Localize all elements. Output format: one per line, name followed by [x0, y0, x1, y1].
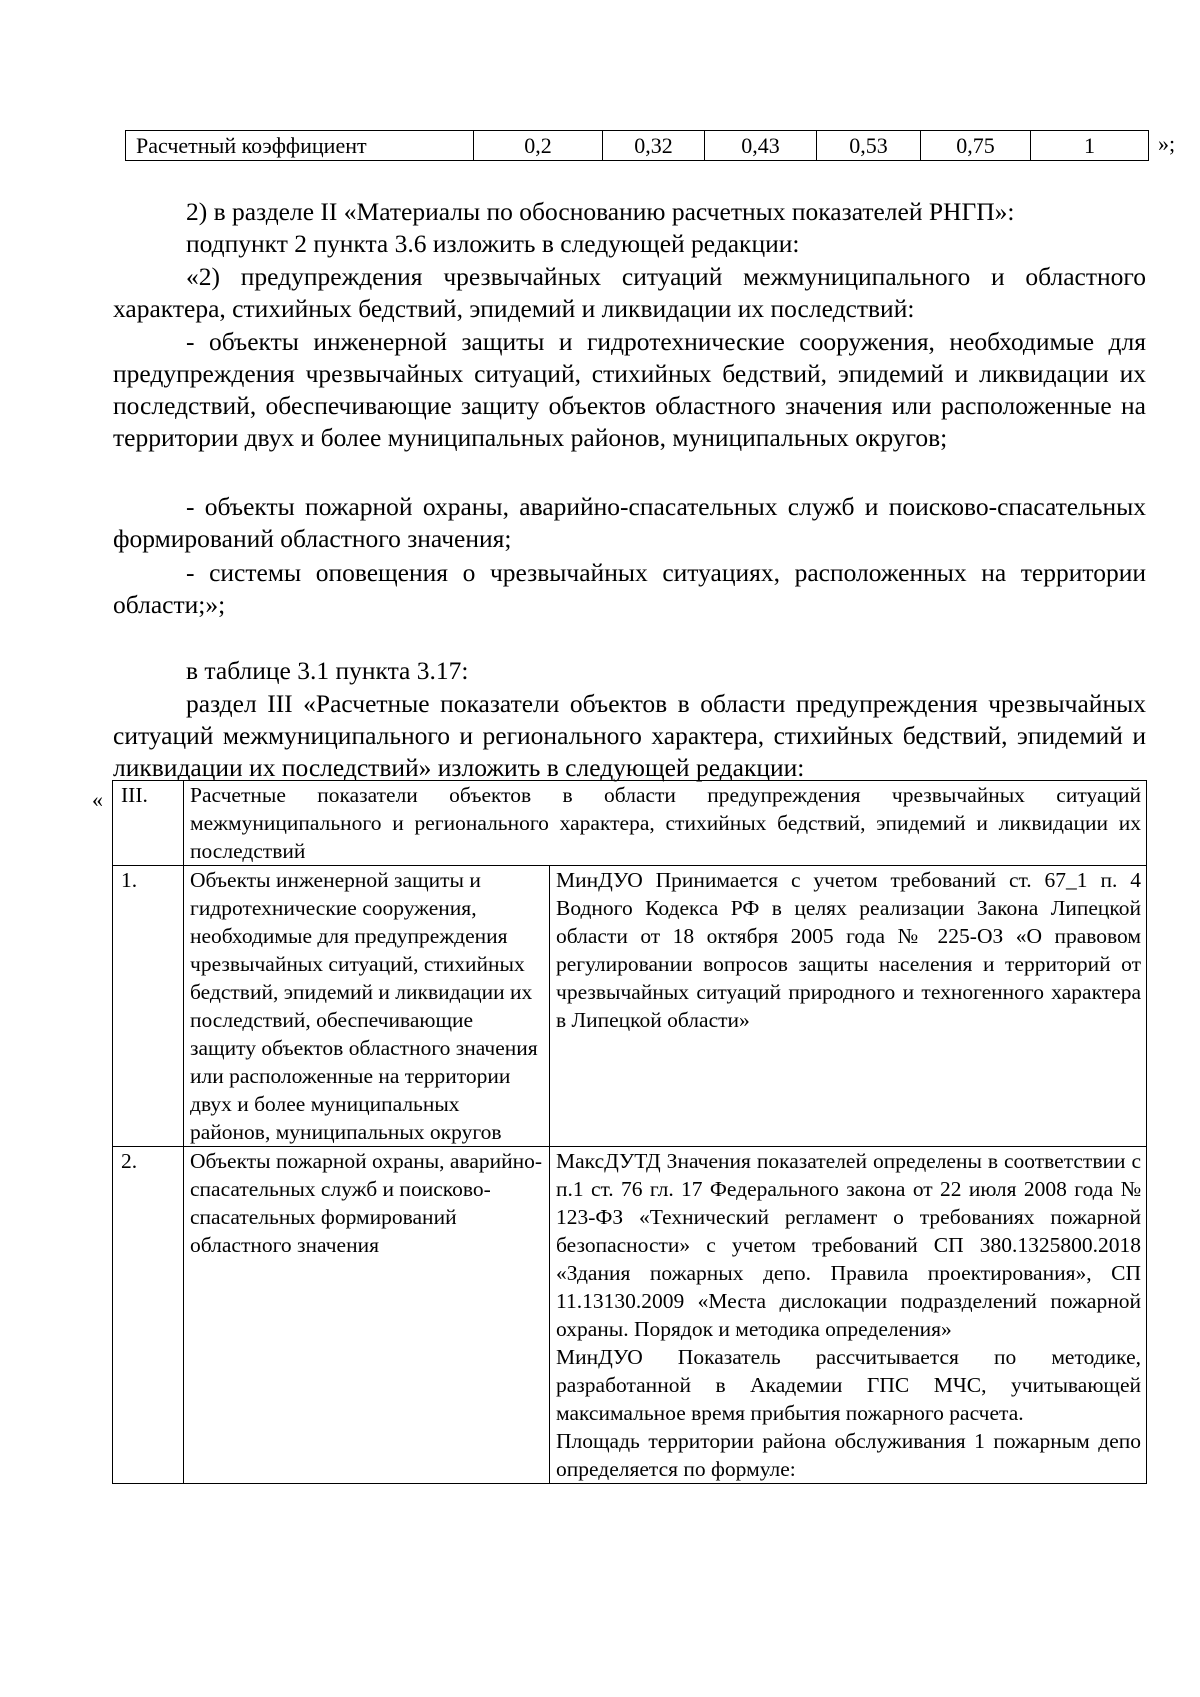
paragraph-section-iii-intro: раздел III «Расчетные показатели объектов в области предупреждения чрезвычайных ситуаций межмуниципального и регионального характера, стихийных бедствий, эпидемий и ликвидации их последствий» изложить в следующей редакции: — [113, 689, 1146, 782]
row-number: 2. — [113, 1147, 184, 1484]
paragraph-table-ref: в таблице 3.1 пункта 3.17: — [186, 656, 469, 685]
paragraph-bullet-2: - объекты пожарной охраны, аварийно-спасательных служб и поисково-спасательных формирований областного значения; — [113, 492, 1146, 553]
note-text: Площадь территории района обслуживания 1 пожарным депо определяется по формуле: — [556, 1429, 1141, 1481]
section-iii-table — [112, 780, 1147, 1484]
coefficient-row — [126, 131, 1149, 161]
paragraph-subpoint: подпункт 2 пункта 3.6 изложить в следующей редакции: — [186, 229, 800, 258]
coefficient-value: 0,32 — [603, 131, 705, 161]
row-name: Объекты инженерной защиты и гидротехнические сооружения, необходимые для предупреждения чрезвычайных ситуаций, стихийных бедствий, эпидемий и ликвидации их последствий, обеспечивающие защиту объектов областного значения или расположенные на территории двух и более муниципальных районов, муниципальных округов — [184, 866, 550, 1147]
paragraph-bullet-1: - объекты инженерной защиты и гидротехнические сооружения, необходимые для предупреждения чрезвычайных ситуаций, стихийных бедствий, эпидемий и ликвидации их последствий, обеспечивающие защиту объектов областного значения или расположенные на территории двух и более муниципальных районов, муниципальных округов; — [113, 327, 1146, 452]
coefficient-value: 1 — [1031, 131, 1149, 161]
paragraph-quote-2: «2) предупреждения чрезвычайных ситуаций межмуниципального и областного характера, стихийных бедствий, эпидемий и ликвидации их последствий: — [113, 262, 1146, 323]
coefficient-value: 0,43 — [705, 131, 817, 161]
section-number: III. — [113, 781, 184, 866]
note-text: МаксДУТД Значения показателей определены в соответствии с п.1 ст. 76 гл. 17 Федерального закона от 22 июля 2008 года № 123-ФЗ «Технический регламент о требованиях пожарной безопасности» с учетом требований СП 380.1325800.2018 «Здания пожарных депо. Правила проектирования», СП 11.13130.2009 «Места дислокации подразделений пожарной охраны. Порядок и методика определения» — [556, 1149, 1141, 1341]
row-number: 1. — [113, 866, 184, 1147]
table-row — [113, 1147, 1147, 1484]
note-text: МинДУО Показатель рассчитывается по методике, разработанной в Академии ГПС МЧС, учитывающей максимальное время прибытия пожарного расчета. — [556, 1345, 1141, 1425]
closing-quote: »; — [1158, 131, 1176, 156]
coefficient-table — [125, 130, 1149, 161]
row-note — [550, 866, 1147, 1147]
coefficient-value: 0,2 — [474, 131, 603, 161]
table-header-row — [113, 781, 1147, 866]
table-row — [113, 866, 1147, 1147]
row-note — [550, 1147, 1147, 1484]
row-name: Объекты пожарной охраны, аварийно-спасательных служб и поисково-спасательных формирований областного значения — [184, 1147, 550, 1484]
paragraph-bullet-3: - системы оповещения о чрезвычайных ситуациях, расположенных на территории области;»; — [113, 558, 1146, 619]
coefficient-value: 0,53 — [817, 131, 921, 161]
coefficient-label: Расчетный коэффициент — [126, 131, 474, 161]
section-title: Расчетные показатели объектов в области предупреждения чрезвычайных ситуаций межмуниципального и регионального характера, стихийных бедствий, эпидемий и ликвидации их последствий — [184, 781, 1147, 866]
note-text: МинДУО Принимается с учетом требований ст. 67_1 п. 4 Водного Кодекса РФ в целях реализации Закона Липецкой области от 18 октября 2005 года № 225-ОЗ «О правовом регулировании вопросов защиты населения и территорий от чрезвычайных ситуаций природного и техногенного характера в Липецкой области» — [556, 868, 1141, 1032]
coefficient-value: 0,75 — [921, 131, 1031, 161]
table-open-quote: « — [92, 787, 103, 812]
paragraph-section-ii: 2) в разделе II «Материалы по обоснованию расчетных показателей РНГП»: — [186, 197, 1015, 226]
